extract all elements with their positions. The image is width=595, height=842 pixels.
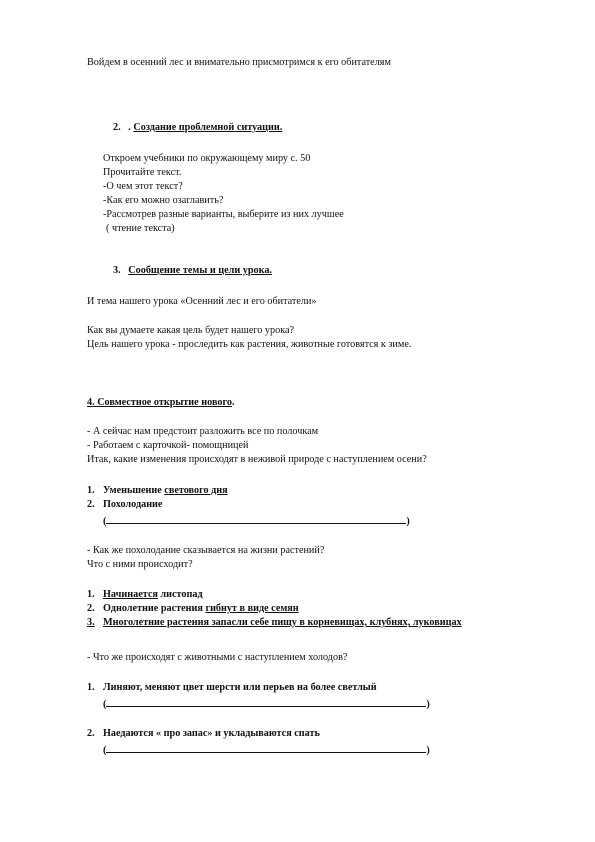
close-paren: ): [426, 745, 430, 756]
list-number: 2.: [87, 499, 95, 510]
list-text: Линяют, меняют цвет шерсти или перьев на более светлый: [103, 682, 377, 693]
answer-blank: [103, 514, 410, 528]
goal-line: Цель нашего урока - проследить как растения, животные готовятся к зиме.: [87, 339, 412, 350]
open-paren: (: [103, 699, 107, 710]
close-paren: ): [406, 516, 410, 527]
list-number: 3.: [87, 617, 95, 628]
list-text: Однолетние растения: [103, 603, 206, 614]
plants-question: Что с ними происходит?: [87, 559, 193, 570]
list-text: листопад: [157, 589, 203, 600]
list-item: [87, 499, 162, 511]
section-4-line: - А сейчас нам предстоит разложить все по полочкам: [87, 426, 319, 437]
section-2-line: -Как его можно озаглавить?: [103, 195, 224, 206]
list-text-underlined: светового дня: [164, 485, 228, 496]
section-2-dot: .: [128, 122, 131, 133]
list-number: 1.: [87, 682, 95, 693]
section-2-line: -О чем этот текст?: [103, 181, 183, 192]
list-text: Наедаются « про запас» и укладываются спать: [103, 728, 320, 739]
list-item: [87, 589, 203, 601]
list-item: [87, 728, 320, 740]
plants-question: - Как же похолодание сказывается на жизни растений?: [87, 545, 325, 556]
list-text: Похолодание: [103, 499, 163, 510]
intro-text: Войдем в осенний лес и внимательно присмотримся к его обитателям: [87, 57, 391, 68]
list-text-underlined: запасли себе пищу в корневищах, клубнях, луковицах: [211, 617, 462, 628]
blank-line: [106, 514, 406, 524]
section-2-number: 2.: [113, 122, 121, 133]
section-4-period: .: [231, 397, 235, 408]
list-item: [87, 617, 462, 629]
section-3-number: 3.: [113, 265, 121, 276]
list-item: [87, 603, 299, 615]
section-2-title: Создание проблемной ситуации.: [133, 122, 283, 133]
blank-line: [106, 743, 426, 753]
list-text: Многолетние растения: [103, 617, 212, 628]
section-2-line: -Рассмотрев разные варианты, выберите из них лучшее: [103, 209, 344, 220]
blank-line: [106, 697, 426, 707]
section-2-line: Откроем учебники по окружающему миру с. 50: [103, 153, 311, 164]
list-number: 1.: [87, 485, 95, 496]
section-4-line: Итак, какие изменения происходят в неживой природе с наступлением осени?: [87, 454, 427, 465]
list-text-underlined: Начинается: [103, 589, 158, 600]
section-3-heading: [113, 265, 272, 277]
animals-question: - Что же происходят с животными с наступлением холодов?: [87, 652, 348, 663]
answer-blank: [103, 743, 430, 757]
section-2-line: Прочитайте текст.: [103, 167, 182, 178]
list-item: [87, 682, 377, 694]
section-4-heading: [87, 397, 235, 409]
open-paren: (: [103, 516, 107, 527]
section-3-title: Сообщение темы и цели урока.: [128, 265, 272, 276]
answer-blank: [103, 697, 430, 711]
topic-line: И тема нашего урока «Осенний лес и его обитатели»: [87, 296, 317, 307]
list-text: Уменьшение: [103, 485, 165, 496]
list-number: 1.: [87, 589, 95, 600]
list-number: 2.: [87, 728, 95, 739]
section-2-heading: [113, 122, 282, 134]
goal-question: Как вы думаете какая цель будет нашего урока?: [87, 325, 295, 336]
list-number: 2.: [87, 603, 95, 614]
list-text-underlined: гибнут в виде семян: [205, 603, 299, 614]
close-paren: ): [426, 699, 430, 710]
section-2-line: ( чтение текста): [106, 223, 175, 234]
section-4-line: - Работаем с карточкой- помощницей: [87, 440, 249, 451]
open-paren: (: [103, 745, 107, 756]
list-item: [87, 485, 228, 497]
section-4-title: 4. Совместное открытие нового: [87, 397, 232, 408]
